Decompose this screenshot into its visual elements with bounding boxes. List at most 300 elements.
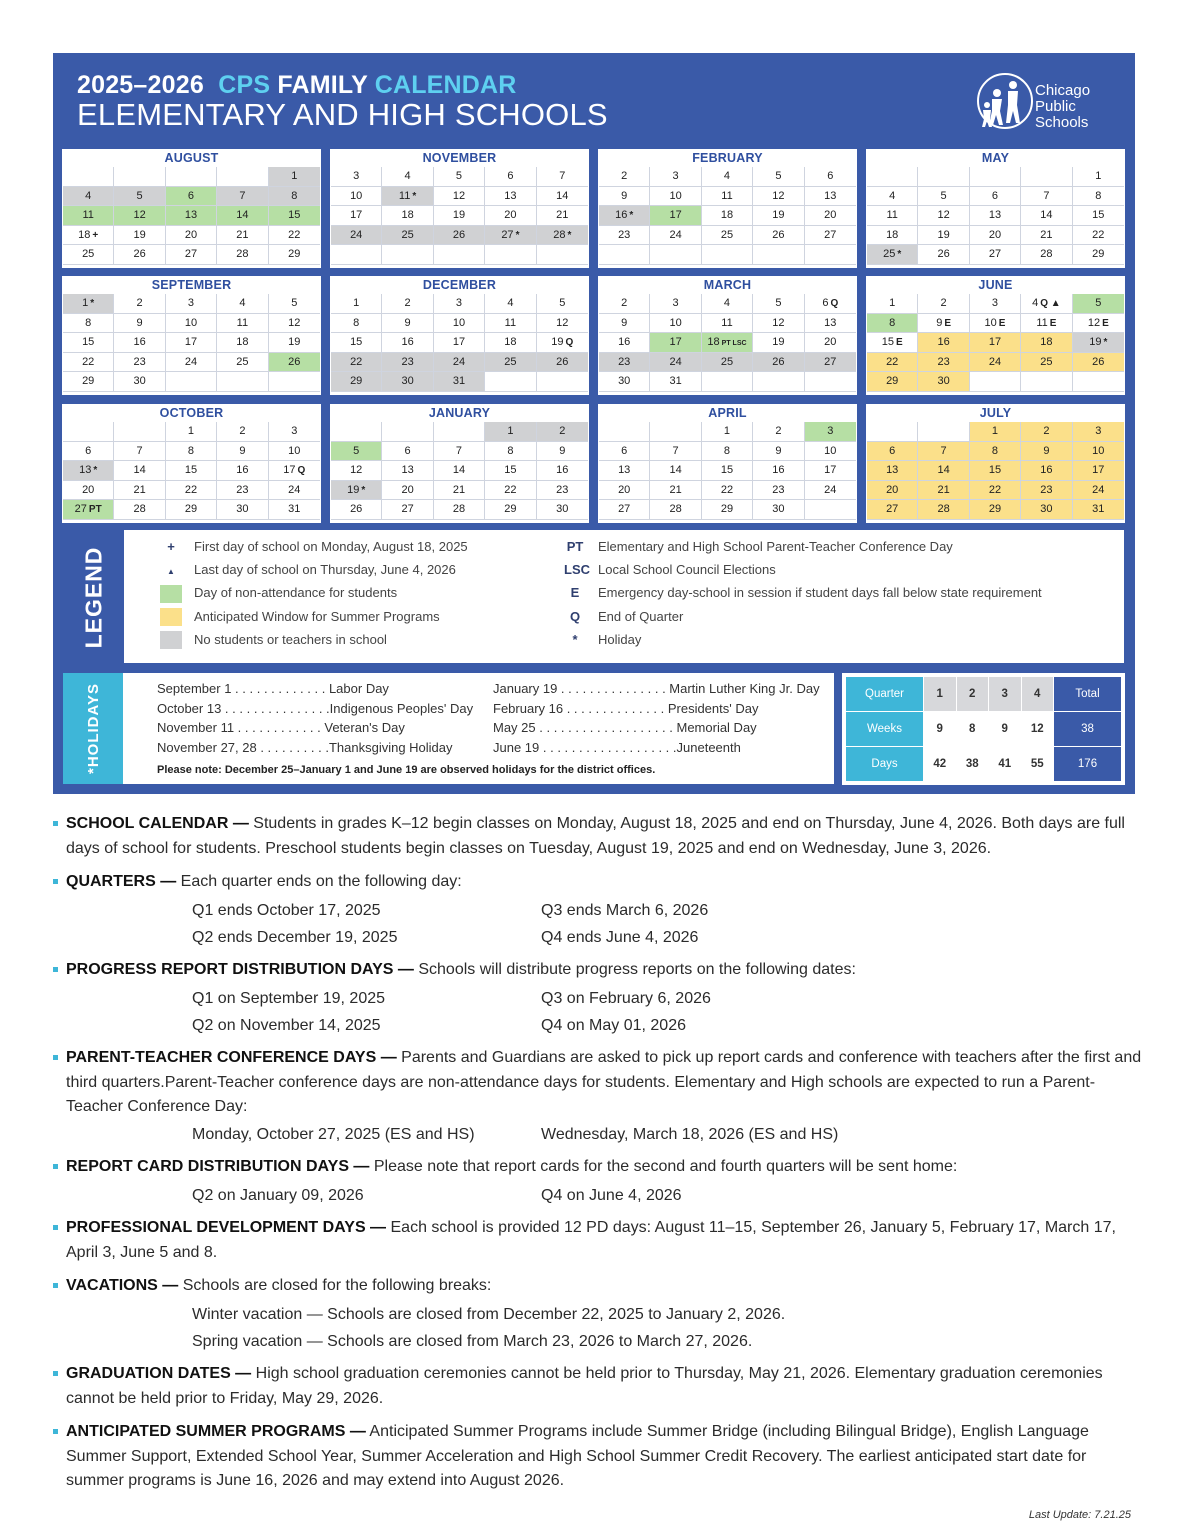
legend-symbol: + <box>167 539 175 554</box>
calendar-day: 23 <box>599 226 650 246</box>
calendar-day: 20 <box>485 206 536 226</box>
month-march <box>598 276 857 395</box>
calendar-day: 3 <box>650 167 701 187</box>
calendar-day: 29 <box>485 500 536 520</box>
calendar-day: 5 <box>753 167 804 187</box>
note-report-card <box>53 1155 1143 1180</box>
calendar-day: 7 <box>650 442 701 462</box>
month-name: JANUARY <box>428 406 491 420</box>
calendar-day <box>650 245 701 265</box>
calendar-day <box>599 422 650 442</box>
calendar-day: 13 <box>970 206 1021 226</box>
calendar-day: 27 <box>805 353 856 373</box>
calendar-day: 8 <box>166 442 217 462</box>
note-text: Schools are closed for the following breaks: <box>178 1277 492 1294</box>
calendar-day: 12 <box>269 314 320 334</box>
calendar-day: 5 <box>269 294 320 314</box>
calendar-day: 13 <box>485 187 536 207</box>
calendar-day: 12 <box>918 206 969 226</box>
calendar-day: 19 <box>918 226 969 246</box>
calendar-day: 5 <box>114 187 165 207</box>
calendar-day: 28 <box>114 500 165 520</box>
calendar-day: 23 <box>217 481 268 501</box>
calendar-day: 16 <box>114 333 165 353</box>
calendar-day <box>114 422 165 442</box>
calendar-day: 14 <box>217 206 268 226</box>
table-cell: Quarter <box>846 677 924 712</box>
calendar-day: 25 <box>1021 353 1072 373</box>
calendar-day: 1 <box>1073 167 1124 187</box>
table-cell: 41 <box>989 747 1022 782</box>
legend-symbol: Q <box>569 608 581 624</box>
calendar-day: 17 <box>1073 461 1124 481</box>
legend-text: Last day of school on Thursday, June 4, 2026 <box>194 562 456 578</box>
calendar-day: 21 <box>537 206 588 226</box>
calendar-day: 2 <box>217 422 268 442</box>
calendar-day: 27 <box>166 245 217 265</box>
calendar-day: 18 + <box>63 226 114 246</box>
note-school-calendar <box>53 812 1143 861</box>
note-heading: PROGRESS REPORT DISTRIBUTION DAYS — <box>66 961 414 978</box>
table-cell: 8 <box>956 712 989 747</box>
calendar-day: 25 <box>382 226 433 246</box>
calendar-day: 31 <box>434 372 485 392</box>
note-text: Students in grades K–12 begin classes on Monday, August 18, 2025 and end on Thursday, June 4, 2026. Both days are full days of school for students. Preschool students begin classes on Tuesday, August 19, 2025 and end on Wednesday, June 3, 2026. <box>66 815 1125 857</box>
calendar-day: 23 <box>537 481 588 501</box>
note-pd <box>53 1216 1143 1265</box>
calendar-day: 9 <box>1021 442 1072 462</box>
calendar-day: 5 <box>753 294 804 314</box>
month-name: SEPTEMBER <box>151 278 232 292</box>
calendar-day <box>331 422 382 442</box>
legend <box>63 529 1125 664</box>
legend-text: Local School Council Elections <box>598 562 776 578</box>
calendar-day: 26 <box>1073 353 1124 373</box>
calendar-day: 6 <box>63 442 114 462</box>
calendar-day: 27 <box>599 500 650 520</box>
calendar-day: 20 <box>970 226 1021 246</box>
note-item: Monday, October 27, 2025 (ES and HS) <box>192 1126 475 1143</box>
calendar-day: 10 <box>269 442 320 462</box>
note-progress <box>53 958 1143 983</box>
calendar-day: 10 <box>805 442 856 462</box>
calendar-day: 8 <box>867 314 918 334</box>
calendar-day: 14 <box>1021 206 1072 226</box>
calendar-day <box>867 422 918 442</box>
note-heading: PARENT-TEACHER CONFERENCE DAYS — <box>66 1049 397 1066</box>
calendar-day: 17 <box>331 206 382 226</box>
legend-symbol: PT <box>566 539 584 554</box>
calendar-day <box>970 167 1021 187</box>
calendar-day: 6 Q <box>805 294 856 314</box>
calendar-day <box>434 422 485 442</box>
calendar-day: 22 <box>970 481 1021 501</box>
calendar-day: 2 <box>537 422 588 442</box>
calendar-day: 15 <box>1073 206 1124 226</box>
calendar-day: 30 <box>382 372 433 392</box>
calendar-day: 7 <box>1021 187 1072 207</box>
calendar-day: 8 <box>485 442 536 462</box>
month-days <box>331 422 588 520</box>
legend-swatch <box>160 608 182 626</box>
calendar-day: 9 <box>537 442 588 462</box>
calendar-day: 25 <box>63 245 114 265</box>
calendar-day <box>970 372 1021 392</box>
note-item: Q2 ends December 19, 2025 <box>192 929 398 946</box>
calendar-day: 16 <box>1021 461 1072 481</box>
legend-text: No students or teachers in school <box>194 631 387 647</box>
holidays-title: *HOLIDAYS <box>84 683 102 774</box>
calendar-day: 10 <box>650 314 701 334</box>
calendar-day: 27 <box>867 500 918 520</box>
calendar-day: 1 <box>331 294 382 314</box>
calendar-day: 15 <box>702 461 753 481</box>
calendar-day: 15 <box>269 206 320 226</box>
calendar-day: 2 <box>753 422 804 442</box>
month-february <box>598 149 857 268</box>
calendar-day: 17 <box>805 461 856 481</box>
calendar-day: 10 E <box>970 314 1021 334</box>
calendar-day: 31 <box>650 372 701 392</box>
note-item: Q1 ends October 17, 2025 <box>192 902 381 919</box>
calendar-day: 2 <box>599 294 650 314</box>
calendar-day: 19 <box>269 333 320 353</box>
calendar-day: 6 <box>599 442 650 462</box>
calendar-day: 6 <box>970 187 1021 207</box>
month-july <box>866 404 1125 523</box>
month-days <box>599 422 856 520</box>
calendar-day: 17 <box>970 333 1021 353</box>
legend-text: First day of school on Monday, August 18, 2025 <box>194 539 468 554</box>
calendar-day: 17 <box>650 333 701 353</box>
calendar-day: 27 <box>970 245 1021 265</box>
calendar-day: 18 <box>485 333 536 353</box>
calendar-day: 5 <box>331 442 382 462</box>
month-days <box>599 294 856 392</box>
calendar-day: 26 <box>753 353 804 373</box>
calendar-day: 19 <box>434 206 485 226</box>
calendar-day: 11 <box>867 206 918 226</box>
month-name: JULY <box>979 406 1012 420</box>
legend-text: Elementary and High School Parent-Teacher Conference Day <box>598 539 953 554</box>
weeks-row <box>846 712 1122 747</box>
calendar-day: 30 <box>537 500 588 520</box>
table-cell: 9 <box>924 712 957 747</box>
month-name: NOVEMBER <box>422 151 497 165</box>
calendar-day: 18 PT LSC <box>702 333 753 353</box>
calendar-day: 15 <box>331 333 382 353</box>
note-text: High school graduation ceremonies cannot be held prior to Thursday, May 21, 2026. Elementary graduation ceremonies cannot be held prior to Friday, May 29, 2026. <box>66 1365 1103 1407</box>
calendar-day: 15 <box>63 333 114 353</box>
table-cell: 42 <box>924 747 957 782</box>
month-october <box>62 404 321 523</box>
calendar-day: 7 <box>918 442 969 462</box>
calendar-day: 1 <box>970 422 1021 442</box>
holiday-item: September 1 . . . . . . . . . . . . . Labor Day <box>157 681 389 696</box>
calendar-day: 29 <box>166 500 217 520</box>
calendar-day <box>485 372 536 392</box>
calendar-day: 11 <box>63 206 114 226</box>
calendar-day: 5 <box>434 167 485 187</box>
calendar-day: 30 <box>217 500 268 520</box>
calendar-day <box>485 245 536 265</box>
calendar-day: 18 <box>1021 333 1072 353</box>
calendar-day: 14 <box>434 461 485 481</box>
calendar-day: 15 E <box>867 333 918 353</box>
calendar-day: 15 <box>166 461 217 481</box>
cps-logo <box>975 69 1115 135</box>
title-calendar: CALENDAR <box>374 71 517 99</box>
calendar-day: 29 <box>269 245 320 265</box>
month-days <box>867 167 1124 265</box>
calendar-banner <box>53 53 1135 794</box>
calendar-day: 10 <box>650 187 701 207</box>
calendar-day: 19 <box>753 206 804 226</box>
month-name: FEBRUARY <box>692 151 763 165</box>
calendar-day: 22 <box>867 353 918 373</box>
legend-item <box>564 629 641 651</box>
calendar-day: 14 <box>537 187 588 207</box>
calendar-day: 8 <box>63 314 114 334</box>
calendar-day: 11 <box>702 187 753 207</box>
calendar-day: 13 <box>166 206 217 226</box>
month-name: OCTOBER <box>159 406 224 420</box>
holiday-item: May 25 . . . . . . . . . . . . . . . . . . . Memorial Day <box>493 720 757 735</box>
holiday-item: June 19 . . . . . . . . . . . . . . . . . . .Juneteenth <box>493 739 741 755</box>
quarters-table <box>842 673 1125 785</box>
calendar-day: 27 <box>382 500 433 520</box>
table-cell: 3 <box>989 677 1022 712</box>
calendar-day: 14 <box>114 461 165 481</box>
legend-text: End of Quarter <box>598 608 684 624</box>
calendar-day: 19 Q <box>537 333 588 353</box>
month-january <box>330 404 589 523</box>
note-text: Each school is provided 12 PD days: August 11–15, September 26, January 5, February 17, March 17, April 3, June 5 and 8. <box>66 1219 1116 1261</box>
logo-text-public: Public <box>1035 98 1076 115</box>
calendar-day: 22 <box>485 481 536 501</box>
calendar-day: 25 <box>485 353 536 373</box>
calendar-day: 19 <box>753 333 804 353</box>
note-graduation <box>53 1362 1143 1411</box>
calendar-day: 27 <box>805 226 856 246</box>
calendar-day: 1 <box>702 422 753 442</box>
calendar-day: 24 <box>166 353 217 373</box>
calendar-day: 9 <box>753 442 804 462</box>
note-item: Q4 on June 4, 2026 <box>541 1187 682 1204</box>
calendar-day: 26 <box>114 245 165 265</box>
page-subtitle: ELEMENTARY AND HIGH SCHOOLS <box>77 97 608 132</box>
month-days <box>867 422 1124 520</box>
calendar-day <box>650 422 701 442</box>
calendar-day: 21 <box>114 481 165 501</box>
calendar-day: 12 <box>753 187 804 207</box>
calendar-day: 22 <box>702 481 753 501</box>
month-days <box>331 167 588 265</box>
legend-item <box>564 536 953 558</box>
calendar-day: 25 <box>702 353 753 373</box>
calendar-day: 13 <box>599 461 650 481</box>
calendar-day <box>867 167 918 187</box>
calendar-day: 15 <box>970 461 1021 481</box>
calendar-day: 27 * <box>485 226 536 246</box>
calendar-day <box>805 500 856 520</box>
note-text: Parents and Guardians are asked to pick up report cards and conference with teachers after the first and third quarters.Parent-Teacher conference days are non-attendance days for students. Elementary and High schools are expected to run a Parent-Teacher Conference Day: <box>66 1049 1142 1115</box>
calendar-day <box>537 372 588 392</box>
calendar-day: 3 <box>434 294 485 314</box>
month-august <box>62 149 321 268</box>
calendar-day: 14 <box>918 461 969 481</box>
calendar-day: 11 <box>485 314 536 334</box>
calendar-day: 1 <box>485 422 536 442</box>
calendar-day: 19 * <box>1073 333 1124 353</box>
calendar-day: 9 E <box>918 314 969 334</box>
calendar-day: 29 <box>1073 245 1124 265</box>
calendar-day: 11 E <box>1021 314 1072 334</box>
legend-symbol: * <box>572 631 578 647</box>
calendar-day: 23 <box>114 353 165 373</box>
month-name: AUGUST <box>164 151 219 165</box>
calendar-day: 8 <box>331 314 382 334</box>
calendar-day: 2 <box>114 294 165 314</box>
calendar-day: 6 <box>485 167 536 187</box>
month-name: DECEMBER <box>422 278 497 292</box>
calendar-day <box>753 245 804 265</box>
calendar-day <box>805 245 856 265</box>
calendar-day: 16 <box>382 333 433 353</box>
quarters-header-row <box>846 677 1122 712</box>
note-text: Please note that report cards for the second and fourth quarters will be sent home: <box>369 1158 958 1175</box>
calendar-day: 28 <box>217 245 268 265</box>
calendar-day: 18 <box>382 206 433 226</box>
calendar-day: 17 <box>166 333 217 353</box>
calendar-day <box>1073 372 1124 392</box>
legend-title: LEGEND <box>80 546 107 649</box>
legend-item <box>564 559 776 581</box>
calendar-day: 23 <box>1021 481 1072 501</box>
calendar-day: 8 <box>970 442 1021 462</box>
calendar-day: 12 E <box>1073 314 1124 334</box>
calendar-day <box>382 422 433 442</box>
logo-text-chicago: Chicago <box>1035 82 1091 99</box>
calendar-day: 9 <box>599 314 650 334</box>
calendar-day: 3 <box>331 167 382 187</box>
calendar-day: 4 <box>867 187 918 207</box>
month-september <box>62 276 321 395</box>
legend-item <box>160 606 440 628</box>
month-june <box>866 276 1125 395</box>
legend-item <box>160 582 397 604</box>
calendar-day: 23 <box>753 481 804 501</box>
month-days <box>63 167 320 265</box>
calendar-day: 18 <box>702 206 753 226</box>
month-days <box>63 294 320 392</box>
legend-swatch <box>160 585 182 603</box>
holiday-item: October 13 . . . . . . . . . . . . . . .Indigenous Peoples' Day <box>157 700 474 716</box>
month-name: APRIL <box>708 406 747 420</box>
calendar-day: 21 <box>918 481 969 501</box>
calendar-day: 20 <box>382 481 433 501</box>
calendar-day: 24 <box>805 481 856 501</box>
calendar-day: 26 <box>537 353 588 373</box>
calendar-day: 22 <box>331 353 382 373</box>
calendar-day: 24 <box>331 226 382 246</box>
table-cell: 1 <box>924 677 957 712</box>
calendar-day: 7 <box>434 442 485 462</box>
calendar-day: 14 <box>650 461 701 481</box>
note-item: Winter vacation — Schools are closed from December 22, 2025 to January 2, 2026. <box>192 1306 786 1323</box>
calendar-day: 27 PT <box>63 500 114 520</box>
calendar-day: 31 <box>1073 500 1124 520</box>
calendar-day: 18 <box>217 333 268 353</box>
calendar-day: 20 <box>867 481 918 501</box>
legend-symbol: LSC <box>564 562 590 578</box>
calendar-day <box>114 167 165 187</box>
calendar-day <box>753 372 804 392</box>
calendar-day: 2 <box>599 167 650 187</box>
calendar-day <box>599 245 650 265</box>
calendar-day: 5 <box>1073 294 1124 314</box>
note-text: Schools will distribute progress reports on the following dates: <box>413 961 856 978</box>
calendar-day <box>217 167 268 187</box>
calendar-day: 7 <box>114 442 165 462</box>
calendar-day <box>331 245 382 265</box>
calendar-day: 12 <box>114 206 165 226</box>
note-item: Q2 on January 09, 2026 <box>192 1187 364 1204</box>
calendar-day: 13 <box>867 461 918 481</box>
calendar-day: 22 <box>63 353 114 373</box>
calendar-day: 21 <box>1021 226 1072 246</box>
month-days <box>331 294 588 392</box>
calendar-day: 13 <box>805 187 856 207</box>
calendar-day: 6 <box>166 187 217 207</box>
calendar-day: 12 <box>753 314 804 334</box>
table-cell: 4 <box>1021 677 1054 712</box>
note-item: Q1 on September 19, 2025 <box>192 990 386 1007</box>
calendar-day <box>805 372 856 392</box>
table-cell: 9 <box>989 712 1022 747</box>
calendar-day: 7 <box>217 187 268 207</box>
table-cell: 55 <box>1021 747 1054 782</box>
calendar-day: 17 <box>650 206 701 226</box>
calendar-day: 11 <box>702 314 753 334</box>
calendar-grid <box>62 149 1125 522</box>
calendar-day: 11 <box>217 314 268 334</box>
table-cell: 176 <box>1054 747 1122 782</box>
calendar-day: 20 <box>166 226 217 246</box>
calendar-day: 21 <box>434 481 485 501</box>
title-year: 2025–2026 <box>77 71 204 99</box>
holiday-item: January 19 . . . . . . . . . . . . . . . Martin Luther King Jr. Day <box>493 681 820 696</box>
month-name: MARCH <box>703 278 752 292</box>
legend-item <box>160 559 456 581</box>
note-quarters <box>53 870 1143 895</box>
calendar-day: 22 <box>1073 226 1124 246</box>
calendar-day <box>702 245 753 265</box>
note-summer <box>53 1420 1143 1494</box>
calendar-day: 21 <box>650 481 701 501</box>
table-cell: 2 <box>956 677 989 712</box>
calendar-day: 25 <box>217 353 268 373</box>
calendar-day: 8 <box>269 187 320 207</box>
calendar-day: 9 <box>599 187 650 207</box>
calendar-day <box>63 167 114 187</box>
note-item: Q3 ends March 6, 2026 <box>541 902 709 919</box>
calendar-day: 20 <box>599 481 650 501</box>
month-days <box>599 167 856 265</box>
calendar-day: 23 <box>599 353 650 373</box>
calendar-day: 28 <box>1021 245 1072 265</box>
calendar-day: 2 <box>382 294 433 314</box>
